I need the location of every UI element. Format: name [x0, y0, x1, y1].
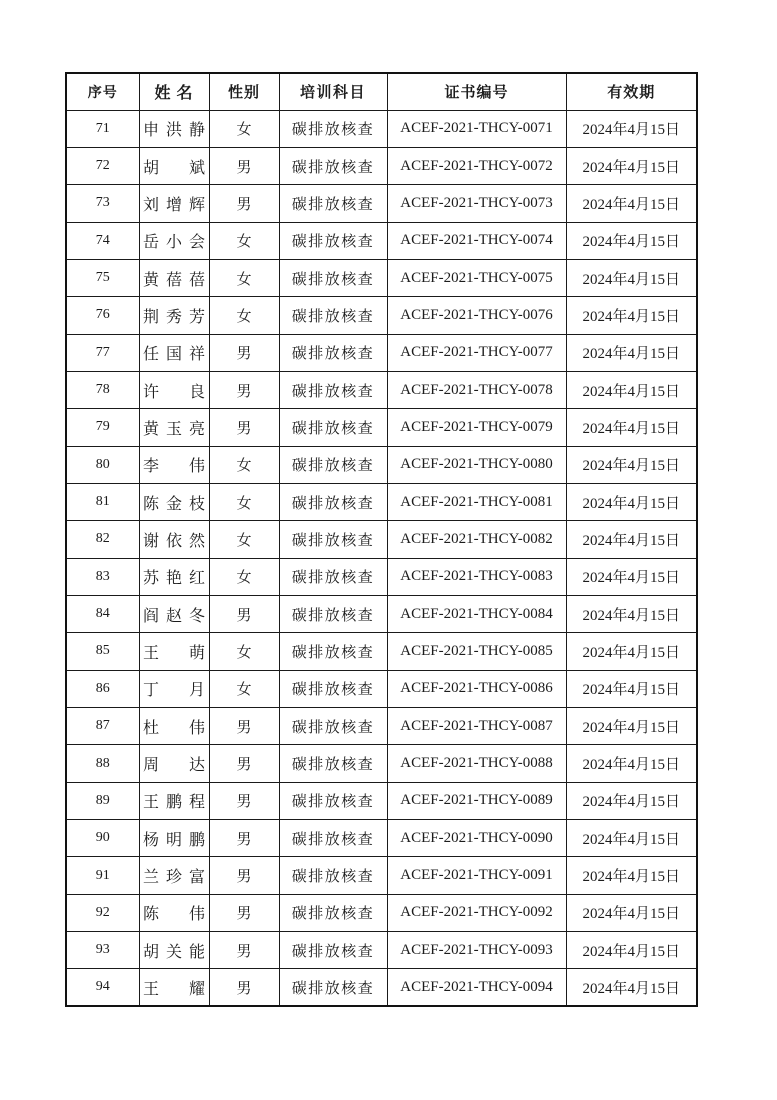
cell-gender: 女 [209, 670, 279, 707]
cell-subject: 碳排放核查 [279, 259, 387, 296]
table-row [66, 409, 697, 446]
table-row [66, 595, 697, 632]
person-name: 黄蓓蓓 [143, 271, 205, 289]
cell-subject: 碳排放核查 [279, 857, 387, 894]
cell-subject: 碳排放核查 [279, 969, 387, 1006]
table-row [66, 334, 697, 371]
column-header-validity: 有效期 [566, 73, 697, 110]
cell-name [139, 110, 209, 147]
cell-name [139, 558, 209, 595]
cell-gender: 女 [209, 521, 279, 558]
table-row [66, 297, 697, 334]
cell-certificate: ACEF-2021-THCY-0077 [387, 334, 566, 371]
table-row [66, 670, 697, 707]
table-row [66, 446, 697, 483]
table-row [66, 222, 697, 259]
cell-certificate: ACEF-2021-THCY-0074 [387, 222, 566, 259]
cell-gender: 男 [209, 745, 279, 782]
cell-certificate: ACEF-2021-THCY-0072 [387, 147, 566, 184]
person-name: 岳小会 [143, 234, 205, 252]
cell-certificate: ACEF-2021-THCY-0076 [387, 297, 566, 334]
table-row [66, 857, 697, 894]
person-name: 任国祥 [143, 346, 205, 364]
cell-gender: 男 [209, 782, 279, 819]
cell-index: 73 [66, 185, 139, 222]
cell-certificate: ACEF-2021-THCY-0078 [387, 371, 566, 408]
column-header-index: 序号 [66, 73, 139, 110]
cell-name [139, 745, 209, 782]
cell-index: 90 [66, 820, 139, 857]
person-name: 陈金枝 [143, 495, 205, 513]
cell-subject: 碳排放核查 [279, 185, 387, 222]
table-row [66, 371, 697, 408]
cell-gender: 男 [209, 334, 279, 371]
cell-name [139, 857, 209, 894]
table-row [66, 969, 697, 1006]
cell-subject: 碳排放核查 [279, 110, 387, 147]
cell-index: 94 [66, 969, 139, 1006]
cell-index: 89 [66, 782, 139, 819]
cell-index: 91 [66, 857, 139, 894]
cell-subject: 碳排放核查 [279, 558, 387, 595]
table-row [66, 932, 697, 969]
cell-validity: 2024年4月15日 [566, 820, 697, 857]
cell-validity: 2024年4月15日 [566, 595, 697, 632]
table-row [66, 745, 697, 782]
cell-subject: 碳排放核查 [279, 409, 387, 446]
cell-gender: 男 [209, 894, 279, 931]
certificate-table [65, 72, 698, 1007]
cell-validity: 2024年4月15日 [566, 483, 697, 520]
cell-subject: 碳排放核查 [279, 745, 387, 782]
cell-index: 93 [66, 932, 139, 969]
cell-subject: 碳排放核查 [279, 483, 387, 520]
person-name: 刘增辉 [143, 196, 205, 214]
cell-validity: 2024年4月15日 [566, 334, 697, 371]
cell-name [139, 670, 209, 707]
cell-index: 85 [66, 633, 139, 670]
cell-validity: 2024年4月15日 [566, 409, 697, 446]
cell-name [139, 259, 209, 296]
cell-certificate: ACEF-2021-THCY-0090 [387, 820, 566, 857]
cell-index: 79 [66, 409, 139, 446]
table-row [66, 633, 697, 670]
person-name: 陈伟 [143, 906, 205, 924]
column-header-certificate: 证书编号 [387, 73, 566, 110]
table-row [66, 782, 697, 819]
cell-gender: 男 [209, 185, 279, 222]
person-name: 苏艳红 [143, 570, 205, 588]
table-row [66, 820, 697, 857]
table-header-row [66, 73, 697, 110]
cell-gender: 女 [209, 110, 279, 147]
person-name: 兰珍富 [143, 869, 205, 887]
table-row [66, 558, 697, 595]
cell-certificate: ACEF-2021-THCY-0073 [387, 185, 566, 222]
cell-index: 77 [66, 334, 139, 371]
cell-gender: 男 [209, 595, 279, 632]
column-header-name: 姓 名 [139, 73, 209, 110]
cell-validity: 2024年4月15日 [566, 633, 697, 670]
cell-subject: 碳排放核查 [279, 894, 387, 931]
table-row [66, 483, 697, 520]
cell-gender: 男 [209, 969, 279, 1006]
cell-gender: 女 [209, 222, 279, 259]
cell-subject: 碳排放核查 [279, 521, 387, 558]
cell-gender: 男 [209, 409, 279, 446]
table-row [66, 147, 697, 184]
cell-index: 86 [66, 670, 139, 707]
person-name: 申洪静 [143, 122, 205, 140]
cell-subject: 碳排放核查 [279, 782, 387, 819]
cell-name [139, 446, 209, 483]
cell-gender: 男 [209, 932, 279, 969]
cell-validity: 2024年4月15日 [566, 521, 697, 558]
person-name: 阎赵冬 [143, 607, 205, 625]
table-row [66, 708, 697, 745]
cell-certificate: ACEF-2021-THCY-0092 [387, 894, 566, 931]
cell-gender: 男 [209, 857, 279, 894]
cell-index: 88 [66, 745, 139, 782]
cell-certificate: ACEF-2021-THCY-0075 [387, 259, 566, 296]
cell-certificate: ACEF-2021-THCY-0082 [387, 521, 566, 558]
person-name: 许良 [143, 383, 205, 401]
cell-gender: 女 [209, 633, 279, 670]
person-name: 李伟 [143, 458, 205, 476]
cell-validity: 2024年4月15日 [566, 147, 697, 184]
column-header-subject: 培训科目 [279, 73, 387, 110]
cell-gender: 女 [209, 297, 279, 334]
cell-subject: 碳排放核查 [279, 446, 387, 483]
cell-subject: 碳排放核查 [279, 595, 387, 632]
person-name: 胡关能 [143, 943, 205, 961]
cell-subject: 碳排放核查 [279, 633, 387, 670]
cell-certificate: ACEF-2021-THCY-0083 [387, 558, 566, 595]
cell-validity: 2024年4月15日 [566, 222, 697, 259]
cell-certificate: ACEF-2021-THCY-0079 [387, 409, 566, 446]
cell-validity: 2024年4月15日 [566, 745, 697, 782]
cell-index: 80 [66, 446, 139, 483]
cell-certificate: ACEF-2021-THCY-0086 [387, 670, 566, 707]
cell-name [139, 222, 209, 259]
cell-gender: 男 [209, 147, 279, 184]
cell-index: 71 [66, 110, 139, 147]
cell-name [139, 782, 209, 819]
cell-certificate: ACEF-2021-THCY-0080 [387, 446, 566, 483]
cell-subject: 碳排放核查 [279, 297, 387, 334]
cell-index: 74 [66, 222, 139, 259]
cell-subject: 碳排放核查 [279, 334, 387, 371]
cell-name [139, 820, 209, 857]
cell-subject: 碳排放核查 [279, 222, 387, 259]
cell-name [139, 334, 209, 371]
cell-name [139, 147, 209, 184]
cell-validity: 2024年4月15日 [566, 857, 697, 894]
cell-index: 92 [66, 894, 139, 931]
cell-validity: 2024年4月15日 [566, 446, 697, 483]
cell-name [139, 521, 209, 558]
cell-validity: 2024年4月15日 [566, 110, 697, 147]
cell-gender: 女 [209, 446, 279, 483]
cell-validity: 2024年4月15日 [566, 932, 697, 969]
cell-subject: 碳排放核查 [279, 147, 387, 184]
cell-certificate: ACEF-2021-THCY-0085 [387, 633, 566, 670]
person-name: 杨明鹏 [143, 831, 205, 849]
cell-name [139, 633, 209, 670]
cell-certificate: ACEF-2021-THCY-0071 [387, 110, 566, 147]
table-row [66, 185, 697, 222]
cell-certificate: ACEF-2021-THCY-0088 [387, 745, 566, 782]
cell-index: 72 [66, 147, 139, 184]
cell-name [139, 297, 209, 334]
cell-index: 83 [66, 558, 139, 595]
cell-index: 81 [66, 483, 139, 520]
column-header-gender: 性别 [209, 73, 279, 110]
cell-index: 84 [66, 595, 139, 632]
cell-validity: 2024年4月15日 [566, 969, 697, 1006]
cell-certificate: ACEF-2021-THCY-0091 [387, 857, 566, 894]
person-name: 谢依然 [143, 532, 205, 550]
person-name: 黄玉亮 [143, 420, 205, 438]
person-name: 杜伟 [143, 719, 205, 737]
cell-name [139, 483, 209, 520]
cell-certificate: ACEF-2021-THCY-0084 [387, 595, 566, 632]
cell-gender: 男 [209, 708, 279, 745]
cell-gender: 女 [209, 259, 279, 296]
cell-index: 87 [66, 708, 139, 745]
person-name: 王萌 [143, 644, 205, 662]
cell-validity: 2024年4月15日 [566, 670, 697, 707]
cell-certificate: ACEF-2021-THCY-0093 [387, 932, 566, 969]
cell-certificate: ACEF-2021-THCY-0081 [387, 483, 566, 520]
cell-subject: 碳排放核查 [279, 932, 387, 969]
cell-index: 75 [66, 259, 139, 296]
cell-name [139, 185, 209, 222]
cell-name [139, 708, 209, 745]
person-name: 胡斌 [143, 159, 205, 177]
cell-name [139, 371, 209, 408]
cell-name [139, 969, 209, 1006]
cell-gender: 女 [209, 483, 279, 520]
cell-validity: 2024年4月15日 [566, 259, 697, 296]
cell-validity: 2024年4月15日 [566, 297, 697, 334]
table-row [66, 259, 697, 296]
person-name: 荆秀芳 [143, 308, 205, 326]
cell-gender: 男 [209, 820, 279, 857]
cell-certificate: ACEF-2021-THCY-0087 [387, 708, 566, 745]
cell-validity: 2024年4月15日 [566, 371, 697, 408]
cell-gender: 男 [209, 371, 279, 408]
person-name: 丁月 [143, 682, 205, 700]
table-row [66, 521, 697, 558]
table-row [66, 894, 697, 931]
cell-validity: 2024年4月15日 [566, 782, 697, 819]
cell-certificate: ACEF-2021-THCY-0089 [387, 782, 566, 819]
cell-name [139, 894, 209, 931]
cell-gender: 女 [209, 558, 279, 595]
cell-name [139, 595, 209, 632]
cell-index: 76 [66, 297, 139, 334]
table-row [66, 110, 697, 147]
cell-name [139, 932, 209, 969]
person-name: 王鹏程 [143, 794, 205, 812]
cell-subject: 碳排放核查 [279, 670, 387, 707]
cell-index: 78 [66, 371, 139, 408]
cell-index: 82 [66, 521, 139, 558]
cell-name [139, 409, 209, 446]
cell-subject: 碳排放核查 [279, 708, 387, 745]
cell-certificate: ACEF-2021-THCY-0094 [387, 969, 566, 1006]
person-name: 周达 [143, 757, 205, 775]
person-name: 王耀 [143, 980, 205, 998]
cell-subject: 碳排放核查 [279, 820, 387, 857]
cell-validity: 2024年4月15日 [566, 185, 697, 222]
cell-validity: 2024年4月15日 [566, 894, 697, 931]
cell-validity: 2024年4月15日 [566, 708, 697, 745]
cell-validity: 2024年4月15日 [566, 558, 697, 595]
cell-subject: 碳排放核查 [279, 371, 387, 408]
